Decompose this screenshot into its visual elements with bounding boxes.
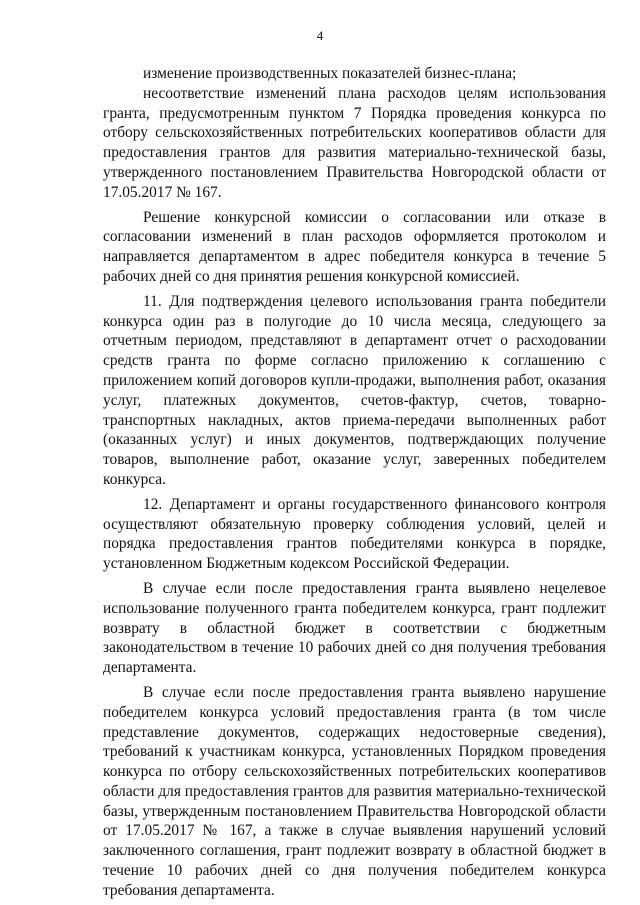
- paragraph: 12. Департамент и органы государственного финансового контроля осуществляют обязательную проверку соблюдения условий, целей и порядка предоставления грантов победителями конкурса в порядке, установленном Бюджетным кодексом Российской Федерации.: [103, 495, 606, 573]
- paragraph: Решение конкурсной комиссии о согласовании или отказе в согласовании изменений в план расходов оформляется протоколом и направляется департаментом в адрес победителя конкурса в течение 5 рабочих дней со дня принятия решения конкурсной комиссией.: [103, 208, 606, 285]
- paragraph: несоответствие изменений плана расходов целям использования гранта, предусмотренным пунктом 7 Порядка проведения конкурса по отбору сельскохозяйственных потребительских кооперативов области для предоставления грантов для развития материально-технической базы, утвержденного постановлением Правительства Новгородской области от 17.05.2017 № 167.: [103, 84, 606, 201]
- page-number: 4: [316, 28, 324, 43]
- paragraph: В случае если после предоставления гранта выявлено нарушение победителем конкурса условий предоставления гранта (в том числе представление документов, содержащих недостоверные сведения), требований к участникам конкурса, установленных Порядком проведения конкурса по отбору сельскохозяйственных потребительских кооперативов области для предоставления грантов для развития материально-технической базы, утвержденным постановлением Правительства Новгородской области от 17.05.2017 № 167, а также в случае выявления нарушений условий заключенного соглашения, грант подлежит возврату в областной бюджет в течение 10 рабочих дней со дня получения победителем конкурса требования департамента.: [103, 683, 606, 899]
- document-body: [103, 64, 606, 901]
- paragraph: 11. Для подтверждения целевого использования гранта победители конкурса один раз в полугодие до 10 числа месяца, следующего за отчетным периодом, представляют в департамент отчет о расходовании средств гранта по форме согласно приложению к соглашению с приложением копий договоров купли-продажи, выполнения работ, оказания услуг, платежных документов, счетов-фактур, счетов, товарно-транспортных накладных, актов приема-передачи выполненных работ (оказанных услуг) и иных документов, подтверждающих получение товаров, выполнение работ, оказание услуг, заверенных победителем конкурса.: [103, 292, 606, 488]
- paragraph: В случае если после предоставления гранта выявлено нецелевое использование полученного гранта победителем конкурса, грант подлежит возврату в областной бюджет в соответствии с бюджетным законодательством в течение 10 рабочих дней со дня получения требования департамента.: [103, 579, 606, 677]
- paragraph: изменение производственных показателей бизнес-плана;: [143, 65, 517, 82]
